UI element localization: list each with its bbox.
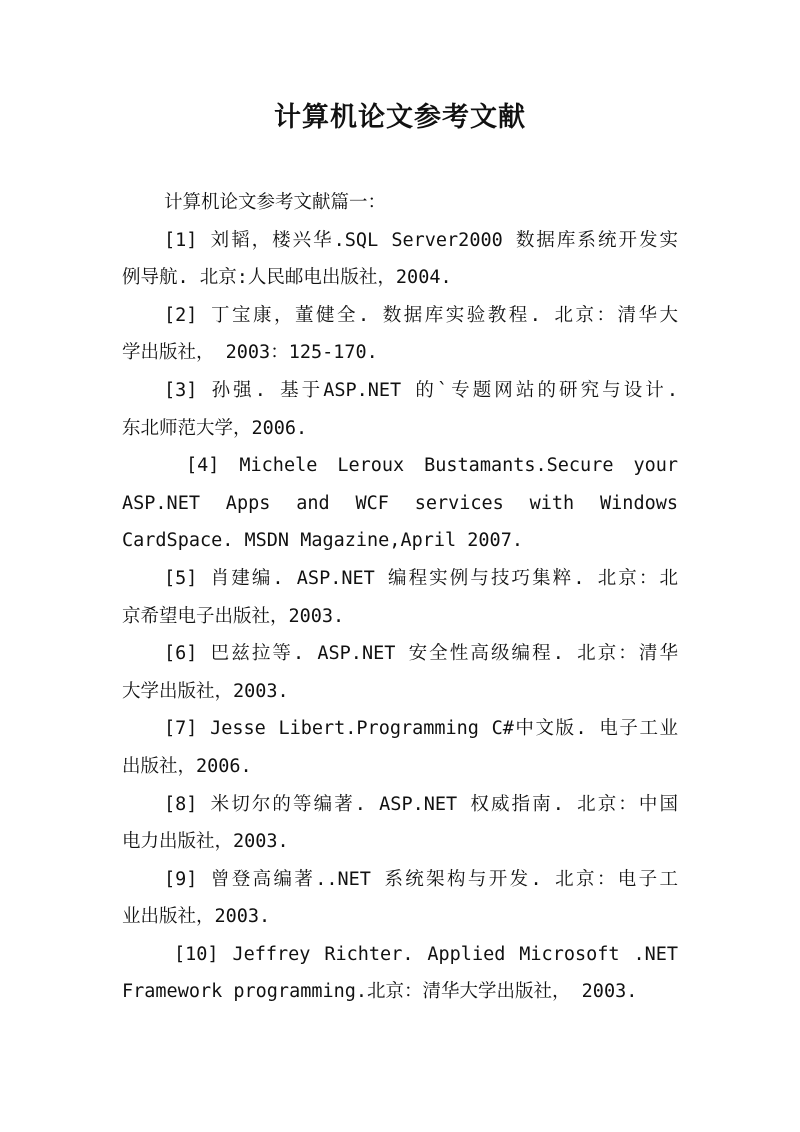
- page-title: 计算机论文参考文献: [274, 102, 526, 133]
- reference-line: [10] Jeffrey Richter. Applied Microsoft .NET: [174, 943, 678, 965]
- reference-line: CardSpace. MSDN Magazine,April 2007.: [122, 530, 523, 552]
- reference-entry-8: [122, 786, 678, 861]
- document-body: [122, 184, 678, 1011]
- reference-line: 学出版社， 2003：125-170.: [122, 342, 378, 364]
- reference-line: [5] 肖建编. ASP.NET 编程实例与技巧集粹. 北京：北: [164, 567, 678, 589]
- reference-line: 例导航. 北京:人民邮电出版社，2004.: [122, 267, 452, 289]
- reference-entry-10: [122, 936, 678, 1011]
- reference-line: ASP.NET Apps and WCF services with Windows: [122, 492, 678, 514]
- reference-entry-1: [122, 222, 678, 297]
- reference-entry-6: [122, 635, 678, 710]
- reference-line: 电力出版社，2003.: [122, 831, 289, 853]
- reference-entry-3: [122, 372, 678, 447]
- reference-line: Framework programming.北京：清华大学出版社， 2003.: [122, 981, 638, 1003]
- reference-line: [1] 刘韬，楼兴华.SQL Server2000 数据库系统开发实: [164, 229, 678, 251]
- reference-entry-9: [122, 861, 678, 936]
- reference-entry-2: [122, 297, 678, 372]
- reference-line: 东北师范大学，2006.: [122, 417, 308, 439]
- reference-line: [4] Michele Leroux Bustamants.Secure your: [186, 455, 678, 477]
- reference-line: 出版社，2006.: [122, 755, 252, 777]
- reference-entry-4: [122, 447, 678, 560]
- reference-line: 业出版社，2003.: [122, 906, 271, 928]
- reference-line: 京希望电子出版社，2003.: [122, 605, 345, 627]
- reference-line: [9] 曾登高编著..NET 系统架构与开发. 北京：电子工: [164, 868, 678, 890]
- reference-line: 大学出版社，2003.: [122, 680, 289, 702]
- section-heading: 计算机论文参考文献篇一：: [164, 192, 387, 213]
- reference-entry-7: [122, 710, 678, 785]
- reference-entry-5: [122, 560, 678, 635]
- reference-line: [8] 米切尔的等编著. ASP.NET 权威指南. 北京：中国: [164, 793, 678, 815]
- reference-line: [6] 巴兹拉等. ASP.NET 安全性高级编程. 北京：清华: [164, 643, 678, 665]
- reference-line: [7] Jesse Libert.Programming C#中文版. 电子工业: [164, 718, 678, 740]
- reference-line: [2] 丁宝康，董健全. 数据库实验教程. 北京：清华大: [164, 304, 678, 326]
- reference-line: [3] 孙强. 基于ASP.NET 的`专题网站的研究与设计.: [164, 379, 678, 401]
